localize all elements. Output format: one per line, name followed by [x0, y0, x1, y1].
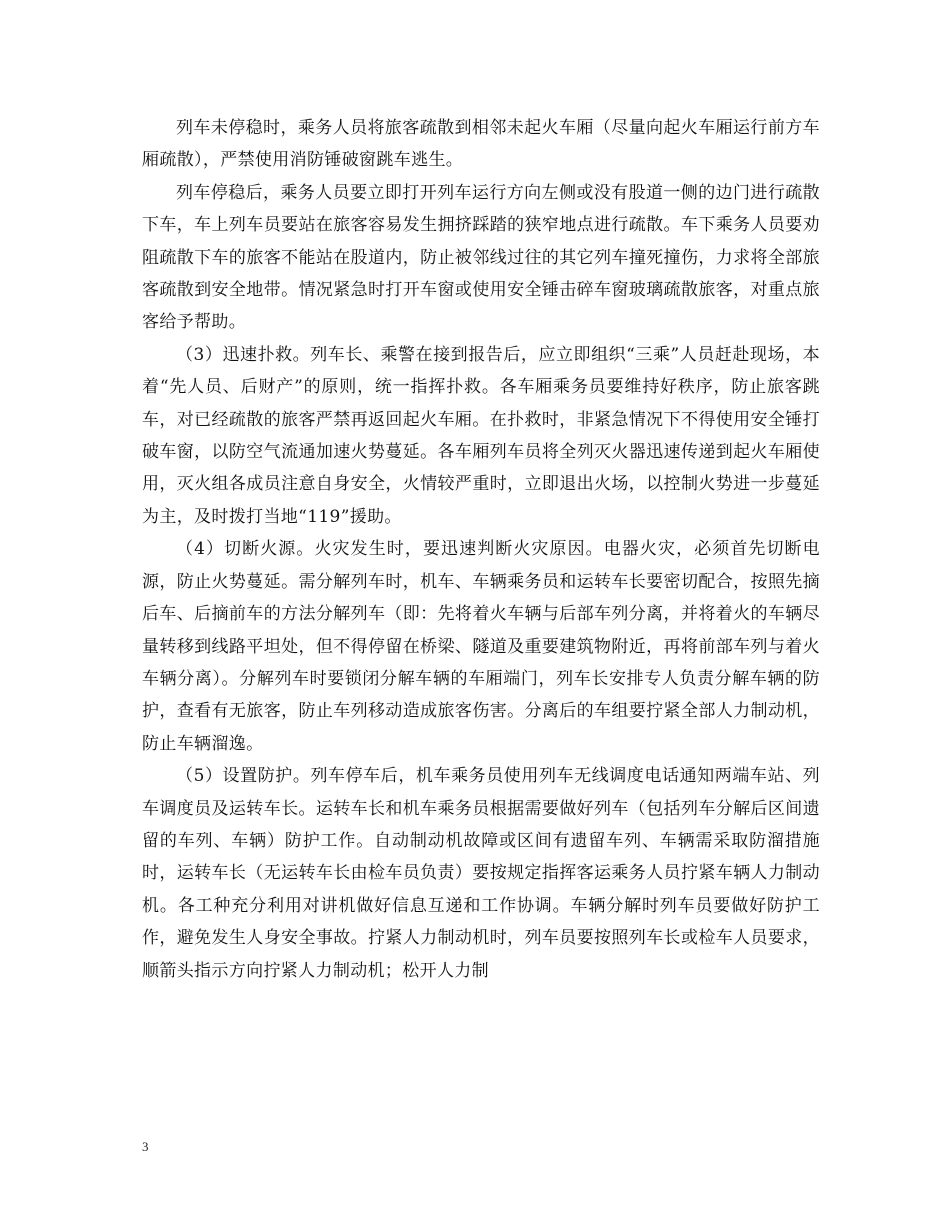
paragraph-set-protection: （5）设置防护。列车停车后，机车乘务员使用列车无线调度电话通知两端车站、列车调度员及运转车长。运转车长和机车乘务员根据需要做好列车（包括列车分解后区间遗留的车列、车辆）防护工作。自动制动机故障或区间有遗留车列、车辆需采取防溜措施时，运转车长（无运转车长由检车员负责）要按规定指挥客运乘务人员拧紧车辆人力制动机。各工种充分利用对讲机做好信息互递和工作协调。车辆分解时列车员要做好防护工作，避免发生人身安全事故。拧紧人力制动机时，列车员要按照列车长或检车人员要求，顺箭头指示方向拧紧人力制动机；松开人力制: [142, 766, 820, 981]
paragraph-firefighting: （3）迅速扑救。列车长、乘警在接到报告后，应立即组织“三乘”人员赶赴现场，本着“先人员、后财产”的原则，统一指挥扑救。各车厢乘务员要维持好秩序，防止旅客跳车，对已经疏散的旅客严禁再返回起火车厢。在扑救时，非紧急情况下不得使用安全锤打破车窗，以防空气流通加速火势蔓延。各车厢列车员将全列灭火器迅速传递到起火车厢使用，灭火组各成员注意自身安全，火情较严重时，立即退出火场，以控制火势进一步蔓延为主，及时拨打当地“119”援助。: [142, 344, 820, 527]
paragraph-evacuation-stopped: 列车停稳后，乘务人员要立即打开列车运行方向左侧或没有股道一侧的边门进行疏散下车，车上列车员要站在旅客容易发生拥挤踩踏的狭窄地点进行疏散。车下乘务人员要劝阻疏散下车的旅客不能站在股道内，防止被邻线过往的其它列车撞死撞伤，力求将全部旅客疏散到安全地带。情况紧急时打开车窗或使用安全锤击碎车窗玻璃疏散旅客，对重点旅客给予帮助。: [142, 182, 820, 333]
document-body: [142, 112, 820, 987]
paragraph-cut-fire-source: （4）切断火源。火灾发生时，要迅速判断火灾原因。电器火灾，必须首先切断电源，防止火势蔓延。需分解列车时，机车、车辆乘务员和运转车长要密切配合，按照先摘后车、后摘前车的方法分解列车（即：先将着火车辆与后部车列分离，并将着火的车辆尽量转移到线路平坦处，但不得停留在桥梁、隧道及重要建筑物附近，再将前部车列与着火车辆分离）。分解列车时要锁闭分解车辆的车厢端门，列车长安排专人负责分解车辆的防护，查看有无旅客，防止车列移动造成旅客伤害。分离后的车组要拧紧全部人力制动机，防止车辆溜逸。: [142, 539, 820, 754]
page-number: 3: [142, 1139, 149, 1154]
paragraph-evacuation-moving: 列车未停稳时，乘务人员将旅客疏散到相邻未起火车厢（尽量向起火车厢运行前方车厢疏散），严禁使用消防锤破窗跳车逃生。: [142, 118, 820, 171]
